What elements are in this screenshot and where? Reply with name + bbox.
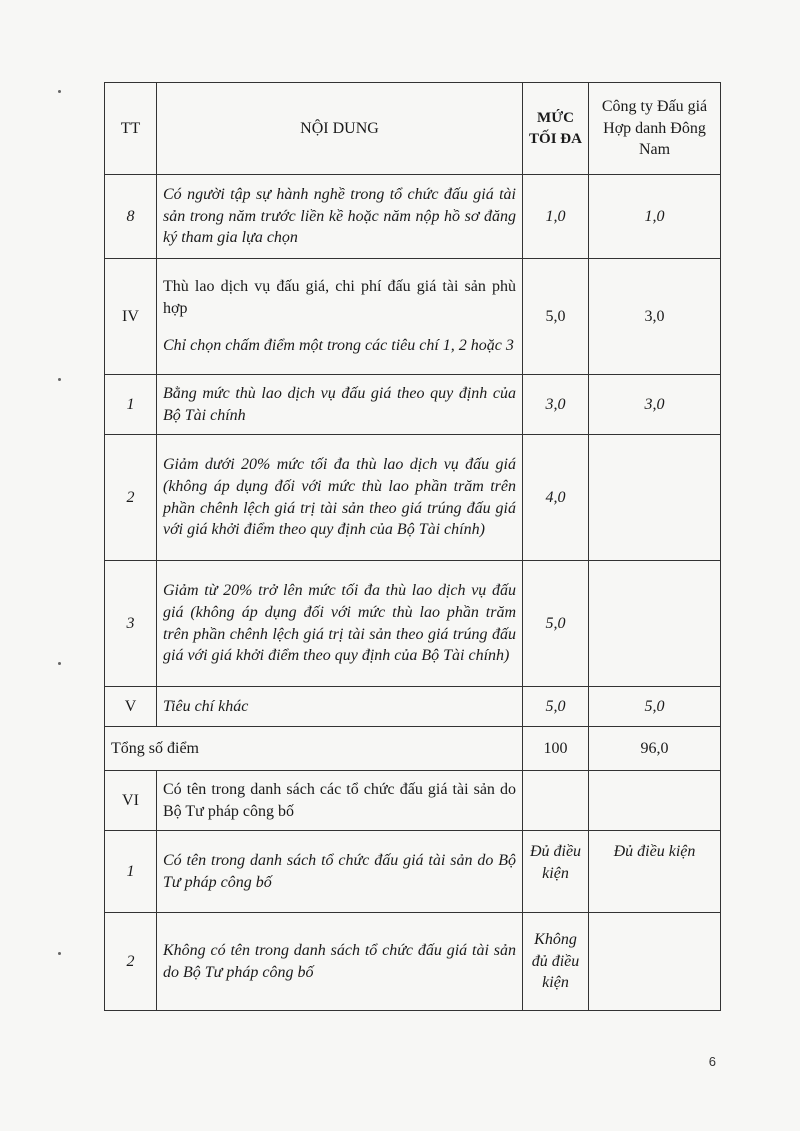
row-content-note: Chỉ chọn chấm điểm một trong các tiêu chí 1, 2 hoặc 3: [163, 337, 514, 355]
page-number: 6: [708, 1054, 716, 1069]
header-noi-dung: NỘI DUNG: [157, 83, 523, 175]
header-tt: TT: [105, 83, 157, 175]
row-tt: 1: [105, 831, 157, 913]
row-max: 1,0: [523, 175, 589, 259]
row-score: Đủ điều kiện: [589, 831, 721, 913]
header-company: Công ty Đấu giá Hợp danh Đông Nam: [589, 83, 721, 175]
row-tt: 8: [105, 175, 157, 259]
table-row: [105, 831, 721, 913]
total-label: Tổng số điểm: [105, 727, 523, 771]
table-header-row: [105, 83, 721, 175]
row-score: [589, 913, 721, 1011]
row-max: Không đủ điều kiện: [523, 913, 589, 1011]
row-content: Có tên trong danh sách các tổ chức đấu giá tài sản do Bộ Tư pháp công bố: [157, 771, 523, 831]
row-max: 5,0: [523, 259, 589, 375]
row-tt: 2: [105, 435, 157, 561]
row-content: Tiêu chí khác: [157, 687, 523, 727]
punch-mark: [58, 90, 61, 93]
table-row: [105, 913, 721, 1011]
row-max: 5,0: [523, 687, 589, 727]
row-max: 4,0: [523, 435, 589, 561]
table-row: [105, 435, 721, 561]
row-tt: IV: [105, 259, 157, 375]
row-content: Có tên trong danh sách tổ chức đấu giá tài sản do Bộ Tư pháp công bố: [157, 831, 523, 913]
row-tt: 3: [105, 561, 157, 687]
table-row: [105, 175, 721, 259]
row-content: [157, 259, 523, 375]
row-max: 5,0: [523, 561, 589, 687]
scoring-table: [104, 82, 721, 1011]
total-row: [105, 727, 721, 771]
row-content: Bằng mức thù lao dịch vụ đấu giá theo quy định của Bộ Tài chính: [157, 375, 523, 435]
row-content: Giảm từ 20% trở lên mức tối đa thù lao dịch vụ đấu giá (không áp dụng đối với mức thù lao phần trăm trên phần chênh lệch giá trị tài sản theo giá trúng đấu giá với giá khởi điểm theo quy định của Bộ Tài chính): [157, 561, 523, 687]
table-row: [105, 375, 721, 435]
row-content: Có người tập sự hành nghề trong tổ chức đấu giá tài sản trong năm trước liền kề hoặc năm nộp hồ sơ đăng ký tham gia lựa chọn: [157, 175, 523, 259]
table-row: [105, 561, 721, 687]
row-tt: V: [105, 687, 157, 727]
punch-mark: [58, 378, 61, 381]
table-row: [105, 259, 721, 375]
row-score: [589, 561, 721, 687]
row-score: [589, 435, 721, 561]
row-content: Không có tên trong danh sách tổ chức đấu giá tài sản do Bộ Tư pháp công bố: [157, 913, 523, 1011]
row-tt: VI: [105, 771, 157, 831]
row-score: 3,0: [589, 259, 721, 375]
row-max: Đủ điều kiện: [523, 831, 589, 913]
header-muc-toi-da: MỨC TỐI ĐA: [523, 83, 589, 175]
row-score: 1,0: [589, 175, 721, 259]
table-row: [105, 687, 721, 727]
row-score: [589, 771, 721, 831]
row-content-title: Thù lao dịch vụ đấu giá, chi phí đấu giá tài sản phù hợp: [163, 278, 516, 317]
row-max: [523, 771, 589, 831]
row-content: Giảm dưới 20% mức tối đa thù lao dịch vụ đấu giá (không áp dụng đối với mức thù lao phần trăm trên phần chênh lệch giá trị tài sản theo giá trúng đấu giá với giá khởi điểm theo quy định của Bộ Tài chính): [157, 435, 523, 561]
row-max: 3,0: [523, 375, 589, 435]
row-tt: 1: [105, 375, 157, 435]
punch-mark: [58, 662, 61, 665]
total-score: 96,0: [589, 727, 721, 771]
row-score: 5,0: [589, 687, 721, 727]
row-score: 3,0: [589, 375, 721, 435]
table-row: [105, 771, 721, 831]
punch-mark: [58, 952, 61, 955]
row-tt: 2: [105, 913, 157, 1011]
total-max: 100: [523, 727, 589, 771]
